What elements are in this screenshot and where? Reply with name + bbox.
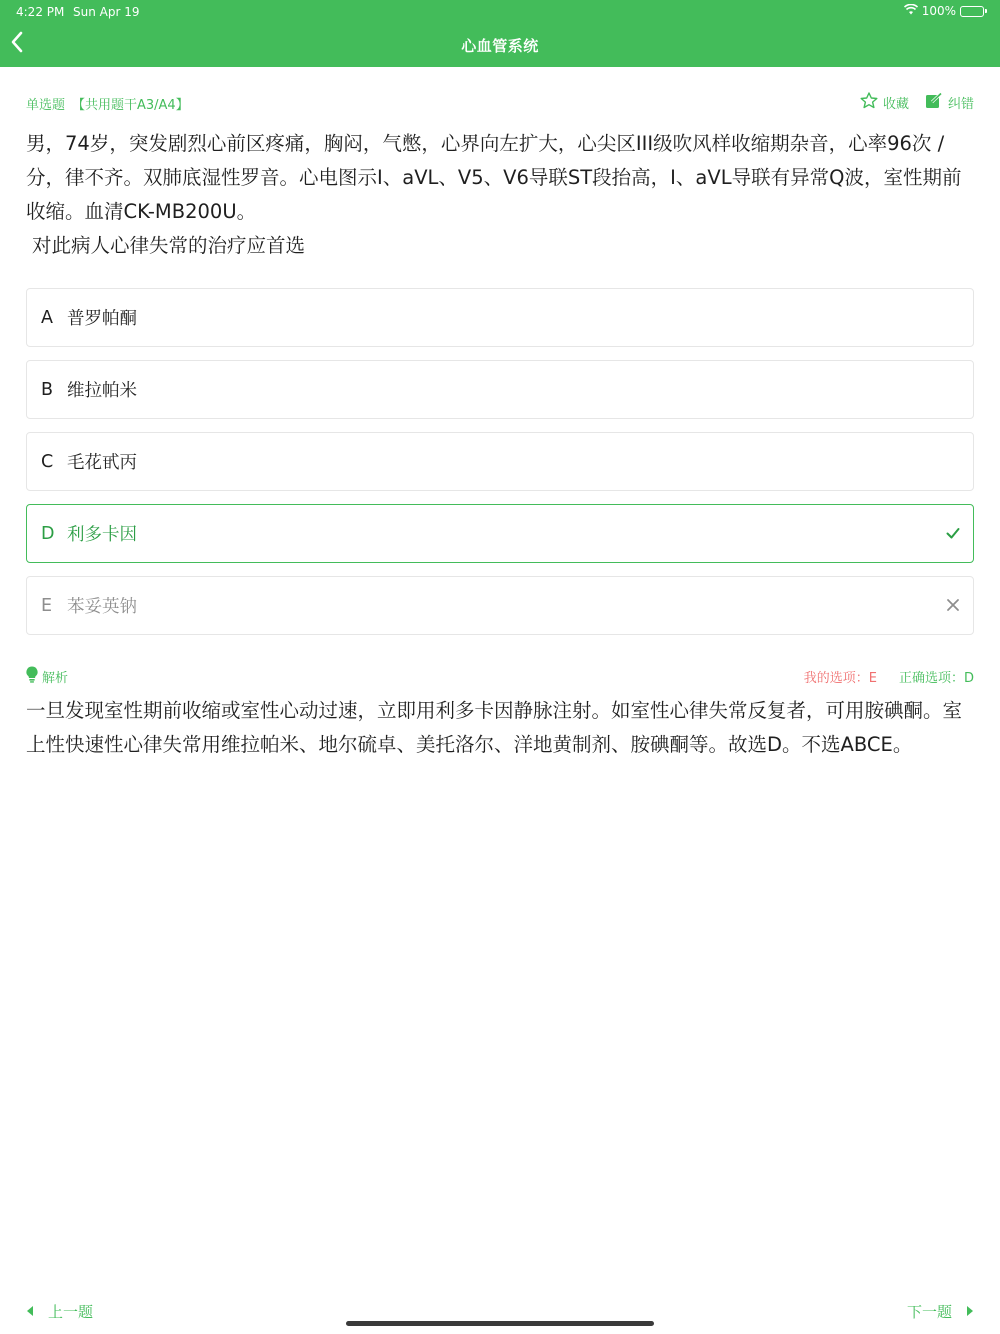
correct-answer: 正确选项：D [898,671,974,686]
options-list [26,288,974,648]
option-letter: C [41,451,54,472]
my-answer: 我的选项：E [803,671,877,686]
favorite-label: 收藏 [882,97,909,112]
option-b[interactable] [26,360,974,419]
analysis-label: 解析 [42,671,69,686]
close-icon [945,597,961,618]
option-text: 毛花甙丙 [67,453,137,473]
option-letter: B [41,379,54,400]
status-date: Sun Apr 19 [73,5,140,19]
next-question-button[interactable] [907,1301,974,1322]
analysis-header [26,666,974,686]
lightbulb-icon [26,666,38,687]
battery-percent: 100% [921,4,956,18]
question-subtype: 【共用题干A3/A4】 [72,98,189,113]
caret-right-icon [966,1303,974,1321]
option-letter: E [41,595,53,616]
option-letter: D [41,523,55,544]
option-c[interactable] [26,432,974,491]
question-actions [860,92,974,113]
question-stem: 对此病人心律失常的治疗应首选 [32,234,306,257]
question-type: 单选题 [26,98,66,113]
option-text: 苯妥英钠 [67,597,137,617]
next-question-label: 下一题 [906,1303,952,1321]
option-d[interactable] [26,504,974,563]
battery-icon [960,6,984,17]
prev-question-button[interactable] [26,1301,93,1322]
option-text: 维拉帕米 [67,381,137,401]
option-a[interactable] [26,288,974,347]
check-icon [945,525,961,546]
case-description: 男，74岁，突发剧烈心前区疼痛，胸闷，气憋，心界向左扩大，心尖区III级吹风样收缩期杂音，心率96次 / 分，律不齐。双肺底湿性罗音。心电图示I、aVL、V5、V6导联ST段抬高，I、aVL导联有异常Q波，室性期前收缩。血清CK-MB200U。 [26,132,962,223]
status-bar [0,0,1000,24]
option-letter: A [41,307,53,328]
status-time: 4:22 PM [16,5,65,19]
star-icon [860,92,878,113]
report-error-label: 纠错 [947,97,974,112]
prev-question-label: 上一题 [48,1303,94,1321]
caret-left-icon [26,1303,34,1321]
question-body [26,127,974,263]
option-text: 利多卡因 [67,525,137,545]
option-e[interactable] [26,576,974,635]
status-indicators [904,4,984,18]
question-navigation [26,1301,974,1323]
page-title: 心血管系统 [461,37,539,55]
edit-icon [925,92,943,113]
question-meta [26,92,974,112]
report-error-button[interactable] [925,92,974,113]
home-indicator[interactable] [346,1321,654,1326]
favorite-button[interactable] [860,92,909,113]
answer-summary [804,667,974,686]
wifi-icon [904,4,918,18]
app-header [0,0,1000,67]
option-text: 普罗帕酮 [67,309,137,329]
analysis-title [26,666,68,687]
analysis-text: 一旦发现室性期前收缩或室性心动过速，立即用利多卡因静脉注射。如室性心律失常反复者，可用胺碘酮。室上性快速性心律失常用维拉帕米、地尔硫卓、美托洛尔、洋地黄制剂、胺碘酮等。故选D。不选ABCE。 [26,699,963,756]
